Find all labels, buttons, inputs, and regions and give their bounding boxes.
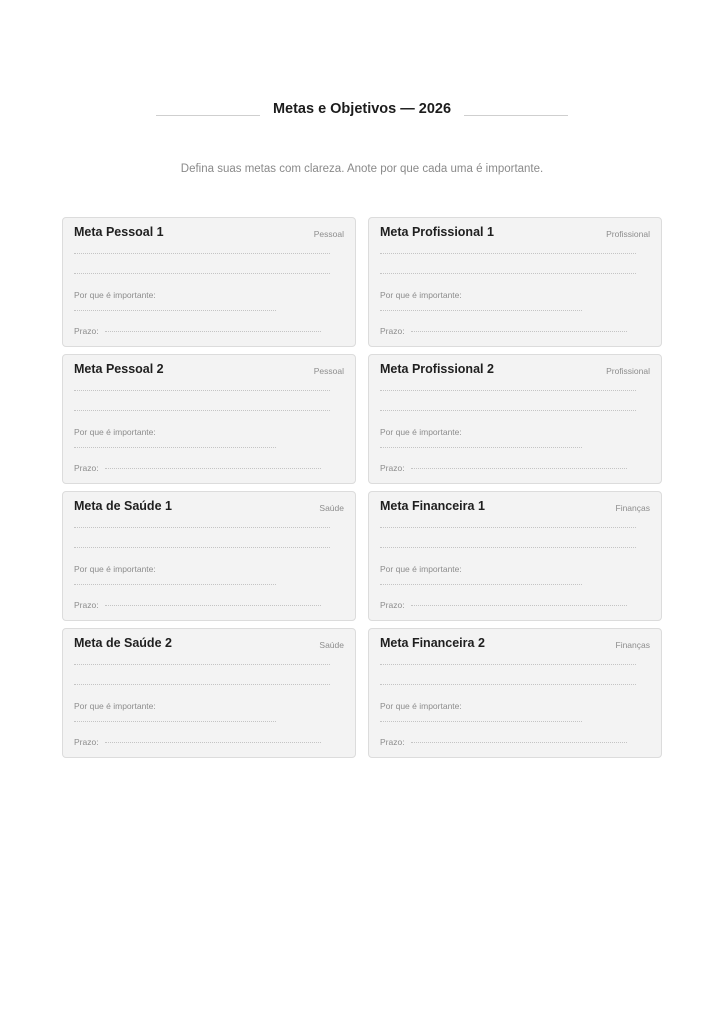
- deadline-label: Prazo:: [380, 600, 405, 610]
- page-title: Metas e Objetivos — 2026: [272, 101, 452, 117]
- goal-title: Meta de Saúde 1: [74, 499, 172, 513]
- page-header: [0, 101, 724, 121]
- goals-grid: [62, 217, 662, 758]
- deadline-label: Prazo:: [74, 326, 99, 336]
- deadline-writing-line[interactable]: [411, 468, 627, 469]
- goal-title: Meta Profissional 1: [380, 225, 494, 239]
- why-writing-line[interactable]: [74, 447, 276, 448]
- goal-card: [62, 354, 356, 484]
- goal-category-tag: Saúde: [319, 503, 344, 513]
- goal-card: [368, 217, 662, 347]
- deadline-writing-line[interactable]: [105, 742, 321, 743]
- deadline-writing-line[interactable]: [105, 468, 321, 469]
- goal-writing-line[interactable]: [380, 664, 636, 665]
- deadline-writing-line[interactable]: [105, 331, 321, 332]
- goal-writing-line[interactable]: [380, 410, 636, 411]
- deadline-writing-line[interactable]: [411, 331, 627, 332]
- goal-writing-line[interactable]: [380, 390, 636, 391]
- goal-card: [62, 491, 356, 621]
- why-important-label: Por que é importante:: [74, 290, 156, 300]
- why-important-label: Por que é importante:: [74, 701, 156, 711]
- goal-category-tag: Saúde: [319, 640, 344, 650]
- deadline-label: Prazo:: [380, 326, 405, 336]
- goal-category-tag: Finanças: [615, 640, 650, 650]
- goal-writing-line[interactable]: [74, 253, 330, 254]
- deadline-label: Prazo:: [380, 463, 405, 473]
- goal-title: Meta Financeira 2: [380, 636, 485, 650]
- why-writing-line[interactable]: [74, 310, 276, 311]
- goal-writing-line[interactable]: [74, 527, 330, 528]
- deadline-label: Prazo:: [74, 463, 99, 473]
- goal-writing-line[interactable]: [380, 527, 636, 528]
- why-writing-line[interactable]: [74, 584, 276, 585]
- goal-writing-line[interactable]: [380, 547, 636, 548]
- why-important-label: Por que é importante:: [380, 290, 462, 300]
- why-writing-line[interactable]: [380, 721, 582, 722]
- deadline-writing-line[interactable]: [411, 742, 627, 743]
- goal-writing-line[interactable]: [74, 547, 330, 548]
- goal-category-tag: Profissional: [606, 366, 650, 376]
- goal-card: [368, 491, 662, 621]
- goal-card: [62, 217, 356, 347]
- goal-title: Meta Pessoal 2: [74, 362, 164, 376]
- why-writing-line[interactable]: [74, 721, 276, 722]
- deadline-writing-line[interactable]: [411, 605, 627, 606]
- deadline-label: Prazo:: [74, 737, 99, 747]
- why-important-label: Por que é importante:: [74, 564, 156, 574]
- why-writing-line[interactable]: [380, 447, 582, 448]
- goal-category-tag: Finanças: [615, 503, 650, 513]
- page-subtitle: Defina suas metas com clareza. Anote por que cada uma é importante.: [180, 163, 544, 175]
- goal-writing-line[interactable]: [74, 664, 330, 665]
- header-rule-right: [464, 115, 568, 116]
- goal-card: [368, 354, 662, 484]
- deadline-writing-line[interactable]: [105, 605, 321, 606]
- why-important-label: Por que é importante:: [380, 564, 462, 574]
- goal-writing-line[interactable]: [380, 273, 636, 274]
- why-important-label: Por que é importante:: [74, 427, 156, 437]
- goal-title: Meta Profissional 2: [380, 362, 494, 376]
- goal-writing-line[interactable]: [74, 410, 330, 411]
- why-important-label: Por que é importante:: [380, 427, 462, 437]
- goal-writing-line[interactable]: [74, 390, 330, 391]
- goal-card: [62, 628, 356, 758]
- goal-category-tag: Pessoal: [313, 229, 344, 239]
- goal-writing-line[interactable]: [380, 684, 636, 685]
- deadline-label: Prazo:: [380, 737, 405, 747]
- goal-title: Meta Pessoal 1: [74, 225, 164, 239]
- goal-card: [368, 628, 662, 758]
- goal-writing-line[interactable]: [380, 253, 636, 254]
- goal-writing-line[interactable]: [74, 273, 330, 274]
- why-important-label: Por que é importante:: [380, 701, 462, 711]
- why-writing-line[interactable]: [380, 310, 582, 311]
- deadline-label: Prazo:: [74, 600, 99, 610]
- goal-category-tag: Profissional: [606, 229, 650, 239]
- goal-writing-line[interactable]: [74, 684, 330, 685]
- why-writing-line[interactable]: [380, 584, 582, 585]
- goal-category-tag: Pessoal: [313, 366, 344, 376]
- goal-title: Meta de Saúde 2: [74, 636, 172, 650]
- goal-title: Meta Financeira 1: [380, 499, 485, 513]
